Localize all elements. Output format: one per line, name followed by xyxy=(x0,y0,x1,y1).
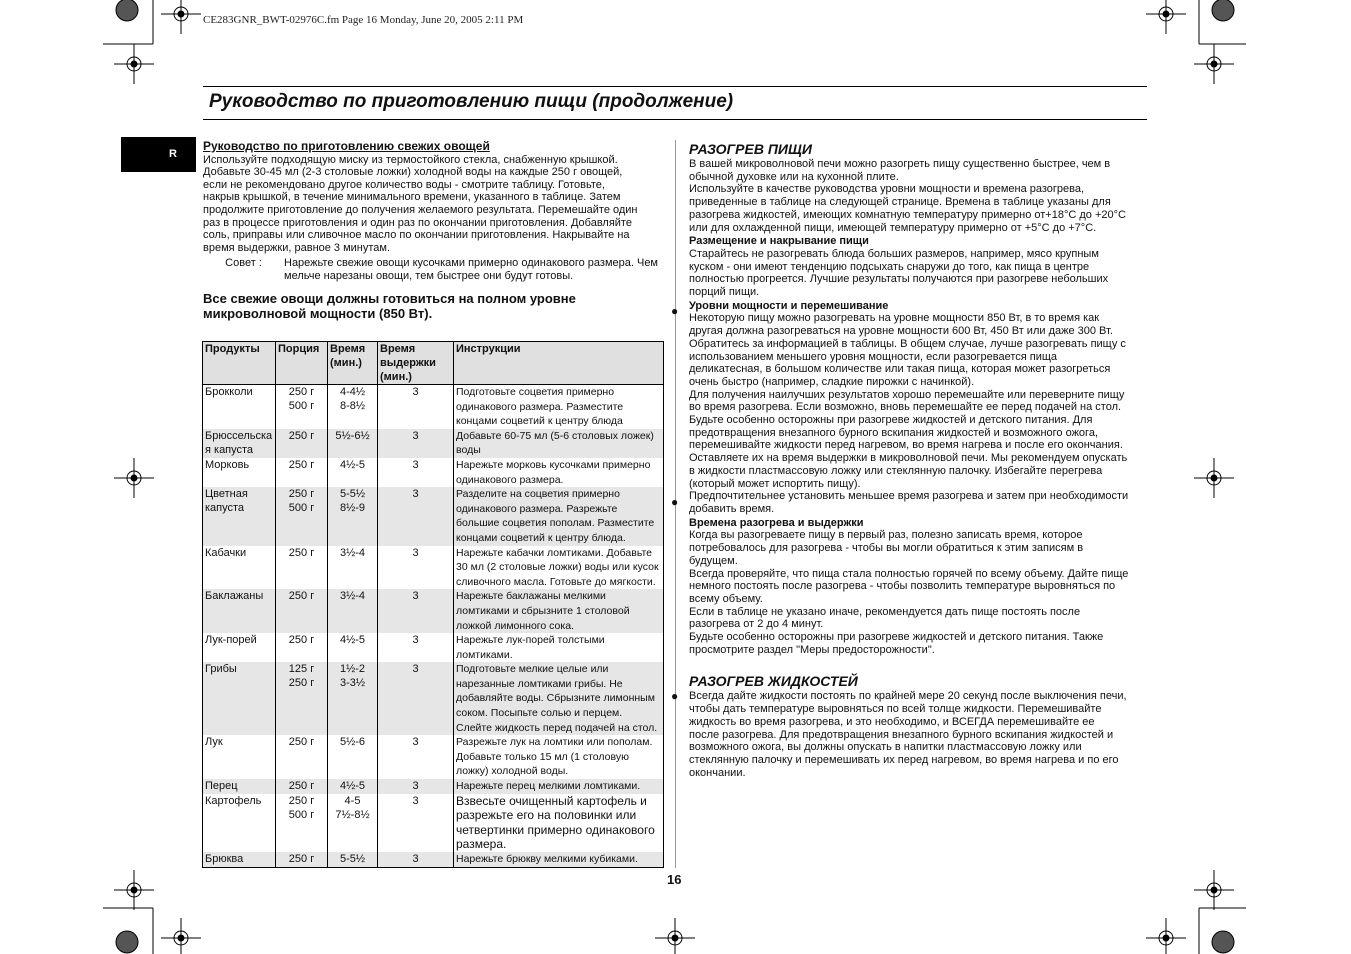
cell-product: Грибы xyxy=(203,662,276,735)
body-line: если не рекомендовано другое количество воды - смотрите таблицу. Готовьте, xyxy=(203,178,605,191)
body-line: немного постоять после разогрева - чтобы позволить температуре выровняться по xyxy=(689,580,1116,593)
table-row xyxy=(203,385,664,429)
bullet-icon: ● xyxy=(671,689,679,703)
body-line: раз в процессе приготовления и один раз по окончании приготовления. Добавляйте xyxy=(203,216,632,229)
cell-time: 5-5½ xyxy=(328,852,378,867)
body-line: Предпочтительнее установить меньшее время разогрева и затем при необходимости xyxy=(689,490,1129,503)
language-tab xyxy=(121,137,196,172)
table-row xyxy=(203,633,664,662)
power-stirring-body xyxy=(689,312,1149,515)
cell-product: Лук xyxy=(203,735,276,779)
cell-time: 3½-4 xyxy=(328,546,378,590)
cell-portion: 250 г xyxy=(276,852,328,867)
cell-time: 4½-5 xyxy=(328,458,378,487)
cell-product: Перец xyxy=(203,779,276,794)
body-line: полностью прогреется. Лучшие результаты получаются при разогреве небольших xyxy=(689,273,1109,286)
cell-portion: 250 г 500 г xyxy=(276,487,328,545)
times-body xyxy=(689,529,1149,656)
table-row xyxy=(203,589,664,633)
body-line: другая должна разогреваться на уровне мощности 600 Вт, 450 Вт или даже 300 Вт. xyxy=(689,325,1113,338)
cell-hold: 3 xyxy=(378,852,454,867)
body-line: порций пищи. xyxy=(689,286,760,299)
cell-product: Кабачки xyxy=(203,546,276,590)
cell-time: 5½-6½ xyxy=(328,429,378,458)
table-row xyxy=(203,487,664,545)
right-column xyxy=(689,140,1149,779)
cell-product: Брокколи xyxy=(203,385,276,429)
body-line: разогрева жидкостей, имеющих комнатную температуру примерно от+18°C до +20°C xyxy=(689,208,1126,221)
cell-instructions: Нарежьте кабачки ломтиками. Добавьте 30 мл (2 столовые ложки) воды или кусок сливочного масла. Готовьте до мягкости. xyxy=(454,546,664,590)
body-line: Старайтесь не разогревать блюда больших размеров, например, мясо крупным xyxy=(689,247,1099,260)
cell-hold: 3 xyxy=(378,779,454,794)
fresh-vegetables-heading: Руководство по приготовлению свежих овощей xyxy=(203,139,490,153)
cell-time: 4½-5 xyxy=(328,779,378,794)
cell-product: Картофель xyxy=(203,794,276,852)
cell-hold: 3 xyxy=(378,487,454,545)
cell-product: Морковь xyxy=(203,458,276,487)
cell-instructions: Разделите на соцветия примерно одинакового размера. Разрежьте большие соцветия пополам. Разместите концами соцветий к центру блюда. xyxy=(454,487,664,545)
table-row xyxy=(203,662,664,735)
body-line: разогрева от 2 до 4 минут. xyxy=(689,618,824,631)
cell-portion: 250 г xyxy=(276,779,328,794)
cell-portion: 125 г 250 г xyxy=(276,662,328,735)
body-line: окончании. xyxy=(689,766,746,779)
cell-hold: 3 xyxy=(378,662,454,735)
placement-body xyxy=(689,248,1149,299)
cell-instructions: Нарежьте перец мелкими ломтиками. xyxy=(454,779,664,794)
cell-portion: 250 г xyxy=(276,589,328,633)
col-header: Инструкции xyxy=(454,342,664,385)
cell-portion: 250 г xyxy=(276,429,328,458)
table-row xyxy=(203,794,664,852)
body-line: будущем. xyxy=(689,554,738,567)
cell-hold: 3 xyxy=(378,633,454,662)
vegetable-table xyxy=(202,341,664,868)
cell-product: Брюссельска я капуста xyxy=(203,429,276,458)
cell-portion: 250 г xyxy=(276,546,328,590)
table-row xyxy=(203,546,664,590)
bullet-icon: ● xyxy=(671,304,679,318)
placement-heading: Размещение и накрывание пищи xyxy=(689,235,869,248)
cell-hold: 3 xyxy=(378,546,454,590)
cell-instructions: Нарежьте морковь кусочками примерно одинакового размера. xyxy=(454,458,664,487)
body-line: накрыв крышкой, в течение минимального времени, указанного в таблице. Затем xyxy=(203,191,621,204)
cell-time: 4-5 7½-8½ xyxy=(328,794,378,852)
cell-instructions: Подготовьте мелкие целые или нарезанные ломтиками грибы. Не добавляйте воды. Сбрызните лимонным соком. Посыпьте солью и перцем. Слейте жидкость перед подачей на стол. xyxy=(454,662,664,735)
table-header-row xyxy=(203,342,664,385)
body-line: Добавьте 30-45 мл (2-3 столовые ложки) холодной воды на каждые 250 г овощей, xyxy=(203,166,623,179)
body-line: жидкость во время разогрева, и это необходимо, и ВСЕГДА перемешивайте ее xyxy=(689,715,1095,728)
tip-text: Нарежьте свежие овощи кусочками примерно одинакового размера. Чем мельче нарезаны овощи, тем быстрее они будут готовы. xyxy=(284,257,658,282)
body-line: в жидкости пластмассовую ложку или стеклянную палочку. Избегайте перегрева xyxy=(689,464,1103,477)
body-line: всему объему. xyxy=(689,592,763,605)
cell-time: 1½-2 3-3½ xyxy=(328,662,378,735)
body-line: В вашей микроволновой печи можно разогреть пищу существенно быстрее, чем в xyxy=(689,158,1111,170)
table-row xyxy=(203,458,664,487)
table-row xyxy=(203,735,664,779)
col-header: Время (мин.) xyxy=(328,342,378,385)
body-line: Используйте в качестве руководства уровни мощности и времена разогрева, xyxy=(689,183,1085,196)
fresh-vegetables-body xyxy=(203,154,665,255)
cell-hold: 3 xyxy=(378,794,454,852)
body-line: после разогрева. Для предотвращения внезапного бурного вскипания жидкостей и xyxy=(689,728,1114,741)
body-line: использованием меньшего уровня мощности, если разогревается пища xyxy=(689,350,1058,363)
reheating-body xyxy=(689,158,1149,234)
col-header: Время выдержки (мин.) xyxy=(378,342,454,385)
body-line: продолжите приготовление до получения желаемого результата. Перемешайте один xyxy=(203,203,638,216)
cell-product: Брюква xyxy=(203,852,276,867)
body-line: Если в таблице не указано иначе, рекомендуется дать пище постоять после xyxy=(689,605,1081,618)
cell-time: 4½-5 xyxy=(328,633,378,662)
cell-instructions: Взвесьте очищенный картофель и разрежьте его на половинки или четвертинки примерно одинакового размера. xyxy=(454,794,664,852)
liquids-body xyxy=(689,690,1149,779)
body-line: обычной духовке или на кухонной плите. xyxy=(689,170,899,183)
language-tab-label: R xyxy=(169,148,177,160)
body-line: Обратитесь за информацией в таблицы. В общем случае, лучше разогревать пищу с xyxy=(689,337,1126,350)
cell-hold: 3 xyxy=(378,458,454,487)
table-row xyxy=(203,779,664,794)
table-row xyxy=(203,429,664,458)
body-line: предотвращения внезапного бурного вскипания жидкостей и возможного ожога, xyxy=(689,426,1098,439)
body-line: чтобы дать температуре выровняться по всей толще жидкости. Перемешивайте xyxy=(689,703,1102,716)
body-line: перемешивайте жидкости перед нагревом, во время нагрева и после его окончания. xyxy=(689,439,1123,452)
cell-portion: 250 г 500 г xyxy=(276,794,328,852)
cell-portion: 250 г xyxy=(276,633,328,662)
body-line: возможного ожога, вы должны опускать в напитки пластмассовую ложку или xyxy=(689,741,1082,754)
cell-time: 5½-6 xyxy=(328,735,378,779)
cell-product: Баклажаны xyxy=(203,589,276,633)
body-line: просмотрите раздел "Меры предосторожности". xyxy=(689,643,935,656)
cell-instructions: Подготовьте соцветия примерно одинакового размера. Разместите концами соцветий к центру блюда xyxy=(454,385,664,429)
col-header: Порция xyxy=(276,342,328,385)
cell-hold: 3 xyxy=(378,429,454,458)
body-line: Оставляете их на время выдержки в микроволновой печи. Мы рекомендуем опускать xyxy=(689,452,1128,465)
body-line: добавить время. xyxy=(689,502,775,515)
bullet-icon: ● xyxy=(671,495,679,509)
body-line: потребовалось для разогрева - чтобы вы могли обратиться к этим записям в xyxy=(689,542,1084,555)
body-line: (который может испортить пищу). xyxy=(689,477,861,490)
cell-product: Лук-порей xyxy=(203,633,276,662)
full-power-warning: Все свежие овощи должны готовиться на полном уровне микроволновой мощности (850 Вт). xyxy=(203,290,576,321)
body-line: приведенные в таблице на следующей странице. Времена в таблице указаны для xyxy=(689,196,1111,209)
body-line: Всегда дайте жидкости постоять по крайней мере 20 секунд после выключения печи, xyxy=(689,690,1127,703)
cell-hold: 3 xyxy=(378,385,454,429)
cell-instructions: Нарежьте лук-порей толстыми ломтиками. xyxy=(454,633,664,662)
table-row xyxy=(203,852,664,867)
cell-instructions: Добавьте 60-75 мл (5-6 столовых ложек) воды xyxy=(454,429,664,458)
cell-portion: 250 г 500 г xyxy=(276,385,328,429)
times-heading: Времена разогрева и выдержки xyxy=(689,516,864,529)
body-line: или для охлажденной пищи, имеющей температуру примерно от +5°C до +7°C. xyxy=(689,221,1097,234)
body-line: куском - они имеют тенденцию подсыхать снаружи до того, как пища в центре xyxy=(689,260,1090,273)
cell-time: 3½-4 xyxy=(328,589,378,633)
cell-hold: 3 xyxy=(378,735,454,779)
cell-portion: 250 г xyxy=(276,458,328,487)
cell-portion: 250 г xyxy=(276,735,328,779)
body-line: деликатесная, в большом количестве или такая пища, которая может разогреться xyxy=(689,363,1111,376)
tip xyxy=(203,257,665,282)
body-line: Когда вы разогреваете пищу в первый раз, полезно записать время, которое xyxy=(689,529,1083,542)
cell-time: 5-5½ 8½-9 xyxy=(328,487,378,545)
left-column xyxy=(203,140,665,321)
body-line: стеклянную палочку и перемешивать их перед нагревом, во время нагрева и по его xyxy=(689,753,1119,766)
body-line: Некоторую пищу можно разогревать на уровне мощности 850 Вт, в то время как xyxy=(689,312,1100,325)
page-title: Руководство по приготовлению пищи (продолжение) xyxy=(209,91,734,112)
body-line: очень быстро (например, сладкие пирожки с начинкой). xyxy=(689,375,975,388)
cell-instructions: Нарежьте баклажаны мелкими ломтиками и сбрызните 1 столовой ложкой лимонного сока. xyxy=(454,589,664,633)
page-number: 16 xyxy=(667,872,682,887)
reheating-heading: РАЗОГРЕВ ПИЩИ xyxy=(689,141,812,157)
body-line: Будьте особенно осторожны при разогреве жидкостей и детского питания. Для xyxy=(689,414,1093,427)
col-header: Продукты xyxy=(203,342,276,385)
body-line: соль, приправы или сливочное масло по окончании приготовления. Накрывайте на xyxy=(203,229,630,242)
cell-hold: 3 xyxy=(378,589,454,633)
cell-instructions: Нарежьте брюкву мелкими кубиками. xyxy=(454,852,664,867)
tip-label: Совет : xyxy=(225,257,262,270)
cell-instructions: Разрежьте лук на ломтики или пополам. Добавьте только 15 мл (1 столовую ложку) холодной воды. xyxy=(454,735,664,779)
body-line: во время разогрева. Если возможно, вновь перемешайте ее перед подачей на стол. xyxy=(689,401,1122,414)
cell-time: 4-4½ 8-8½ xyxy=(328,385,378,429)
body-line: время выдержки, равное 3 минутам. xyxy=(203,241,391,254)
body-line: Всегда проверяйте, что пища стала полностью горячей по всему объему. Дайте пище xyxy=(689,567,1129,580)
cell-product: Цветная капуста xyxy=(203,487,276,545)
file-header-line: CE283GNR_BWT-02976C.fm Page 16 Monday, June 20, 2005 2:11 PM xyxy=(203,14,524,26)
body-line: Будьте особенно осторожны при разогреве жидкостей и детского питания. Также xyxy=(689,631,1104,644)
title-bar xyxy=(203,86,1147,120)
power-stirring-heading: Уровни мощности и перемешивание xyxy=(689,299,889,312)
body-line: Для получения наилучших результатов хорошо перемешайте или переверните пищу xyxy=(689,388,1125,401)
liquids-heading: РАЗОГРЕВ ЖИДКОСТЕЙ xyxy=(689,673,858,690)
body-line: Используйте подходящую миску из термостойкого стекла, снабженную крышкой. xyxy=(203,153,618,166)
